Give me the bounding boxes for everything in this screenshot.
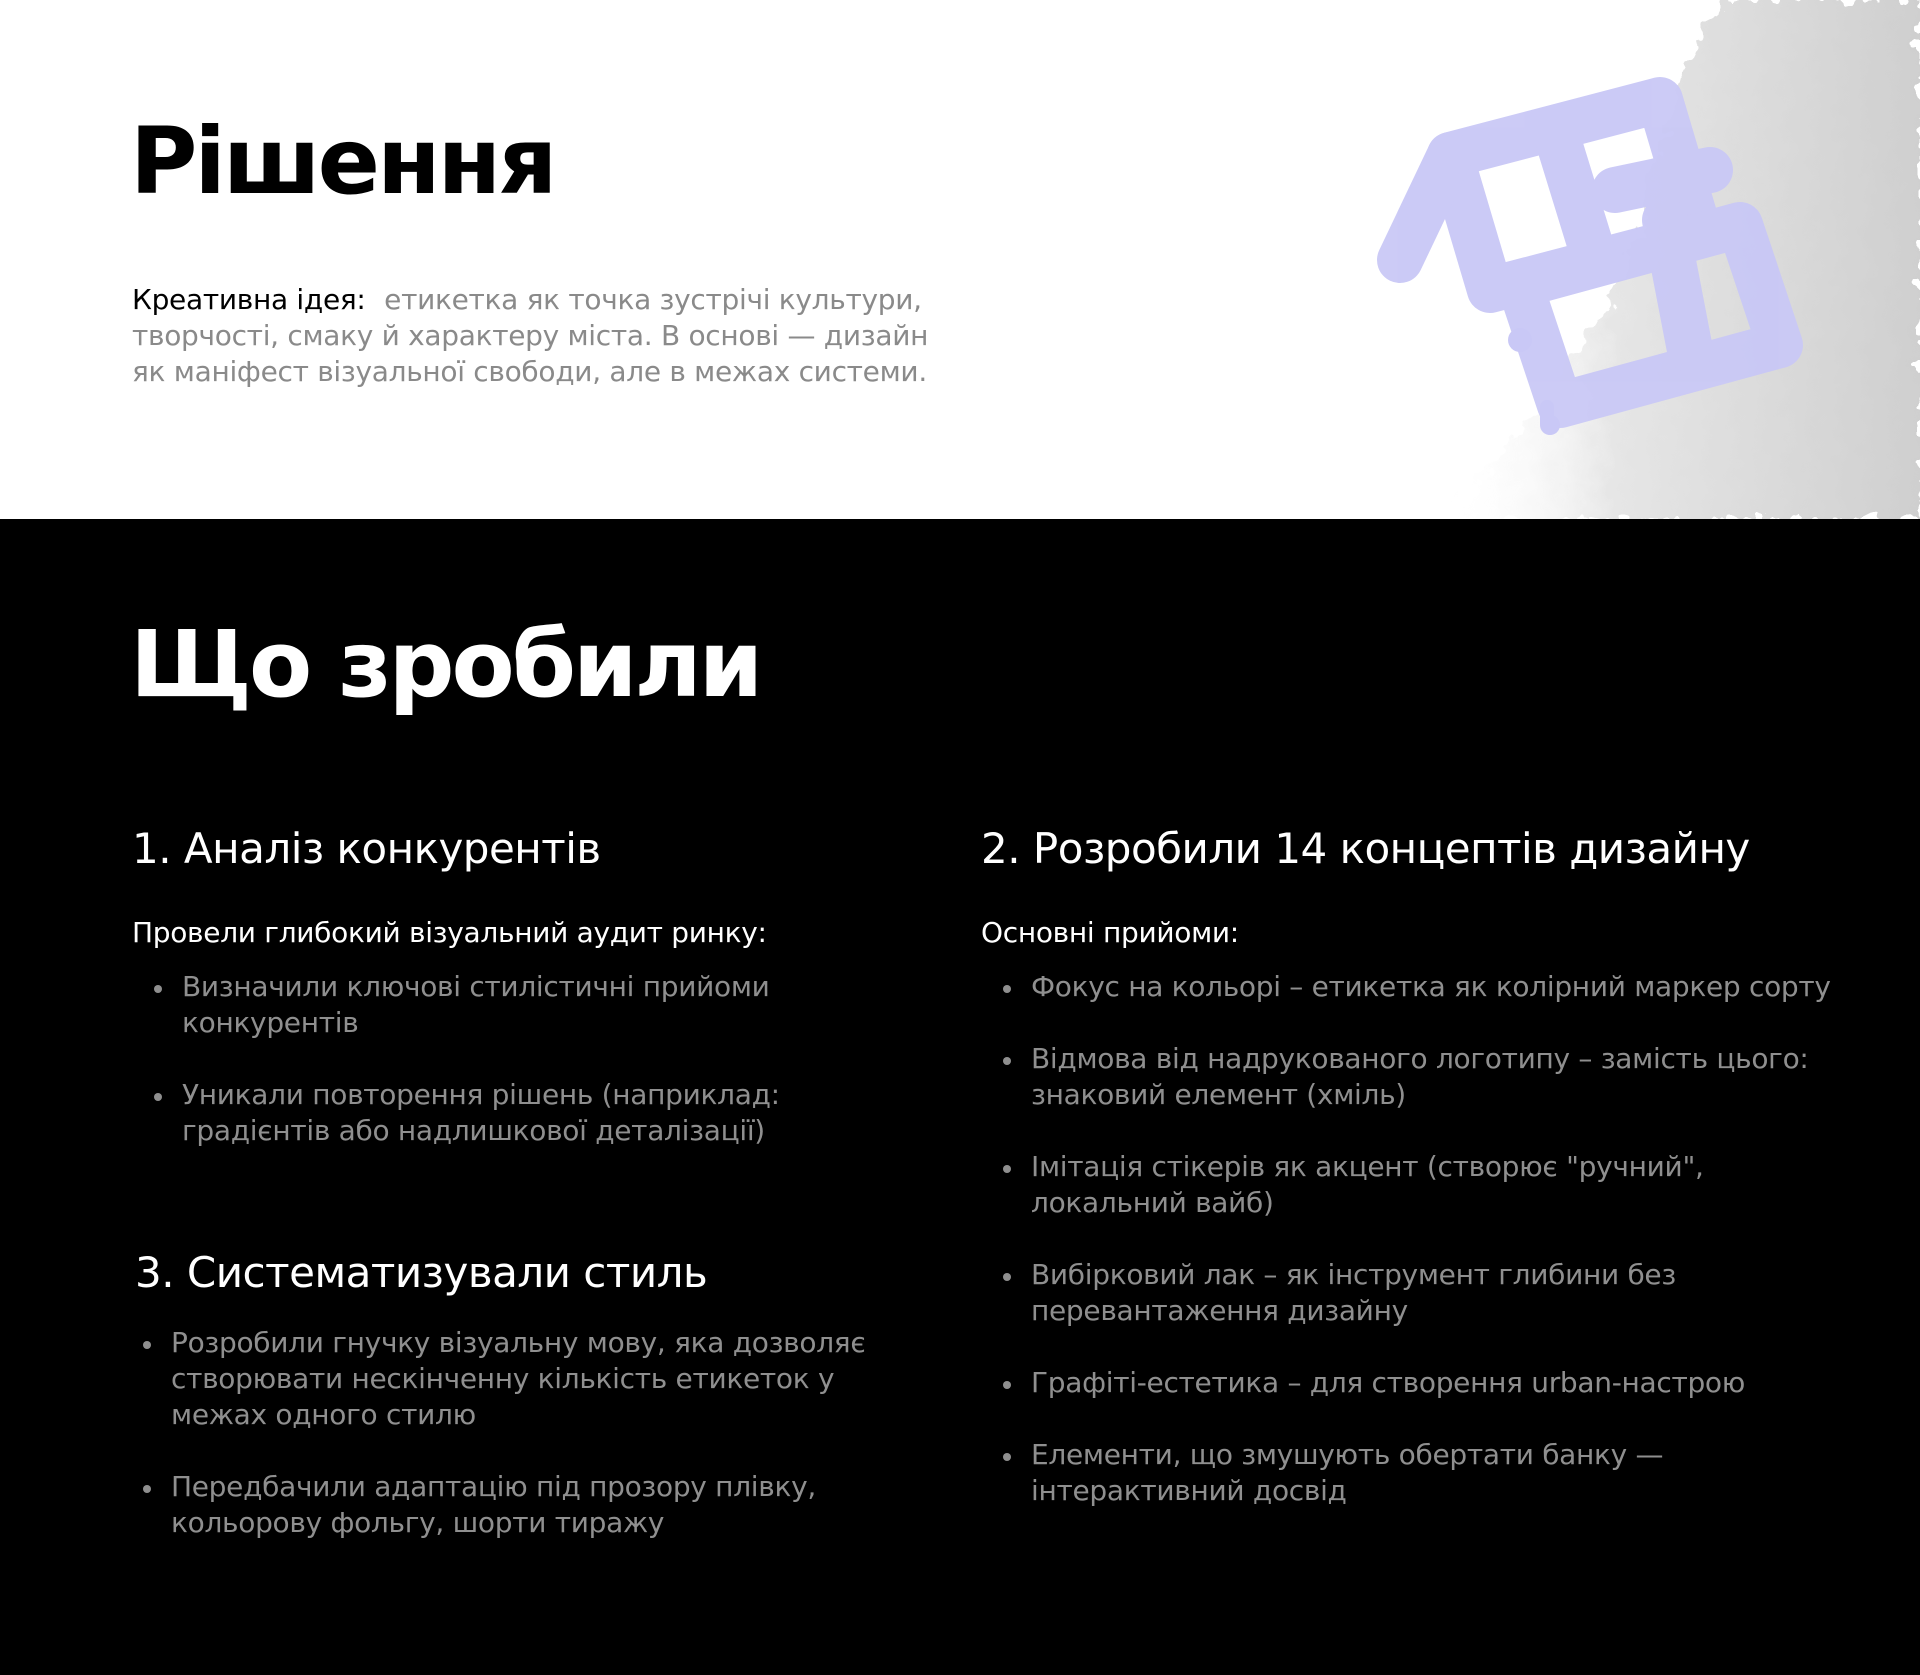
creative-idea-text xyxy=(132,282,952,390)
what-we-did-section xyxy=(0,519,1920,1675)
competitor-analysis-block xyxy=(132,823,892,1185)
list-item: Розробили гнучку візуальну мову, яка дозволяє створювати нескінченну кількість етикеток у межах одного стилю xyxy=(135,1325,895,1433)
list-item: Графіті-естетика – для створення urban-настрою xyxy=(981,1365,1841,1401)
spray-paint-hop-icon xyxy=(1360,60,1830,460)
solution-section xyxy=(0,0,1920,519)
section-subheading: Основні прийоми: xyxy=(981,916,1239,949)
bullet-list xyxy=(132,969,892,1149)
style-system-block xyxy=(135,1247,895,1577)
section-subheading: Провели глибокий візуальний аудит ринку: xyxy=(132,916,767,949)
bullet-list xyxy=(981,969,1841,1509)
list-item: Передбачили адаптацію під прозору плівку, кольорову фольгу, шорти тиражу xyxy=(135,1469,895,1541)
section-heading: 3. Систематизували стиль xyxy=(135,1248,708,1297)
section-heading: 2. Розробили 14 концептів дизайну xyxy=(981,824,1750,873)
list-item: Визначили ключові стилістичні прийоми конкурентів xyxy=(132,969,892,1041)
list-item: Уникали повторення рішень (наприклад: градієнтів або надлишкової деталізації) xyxy=(132,1077,892,1149)
list-item: Вибірковий лак – як інструмент глибини без перевантаження дизайну xyxy=(981,1257,1841,1329)
list-item: Фокус на кольорі – етикетка як колірний маркер сорту xyxy=(981,969,1841,1005)
bullet-list xyxy=(135,1325,895,1541)
creative-idea-body: етикетка як точка зустрічі культури, творчості, смаку й характеру міста. В основі — дизайн як маніфест візуальної свободи, але в межах системи. xyxy=(132,283,929,388)
creative-idea-label: Креативна ідея: xyxy=(132,283,366,316)
solution-title: Рішення xyxy=(130,108,555,215)
design-concepts-block xyxy=(981,823,1841,1545)
section-heading: 1. Аналіз конкурентів xyxy=(132,824,601,873)
list-item: Імітація стікерів як акцент (створює "ручний", локальний вайб) xyxy=(981,1149,1841,1221)
list-item: Відмова від надрукованого логотипу – замість цього: знаковий елемент (хміль) xyxy=(981,1041,1841,1113)
what-we-did-title: Що зробили xyxy=(130,611,761,718)
list-item: Елементи, що змушують обертати банку — інтерактивний досвід xyxy=(981,1437,1841,1509)
